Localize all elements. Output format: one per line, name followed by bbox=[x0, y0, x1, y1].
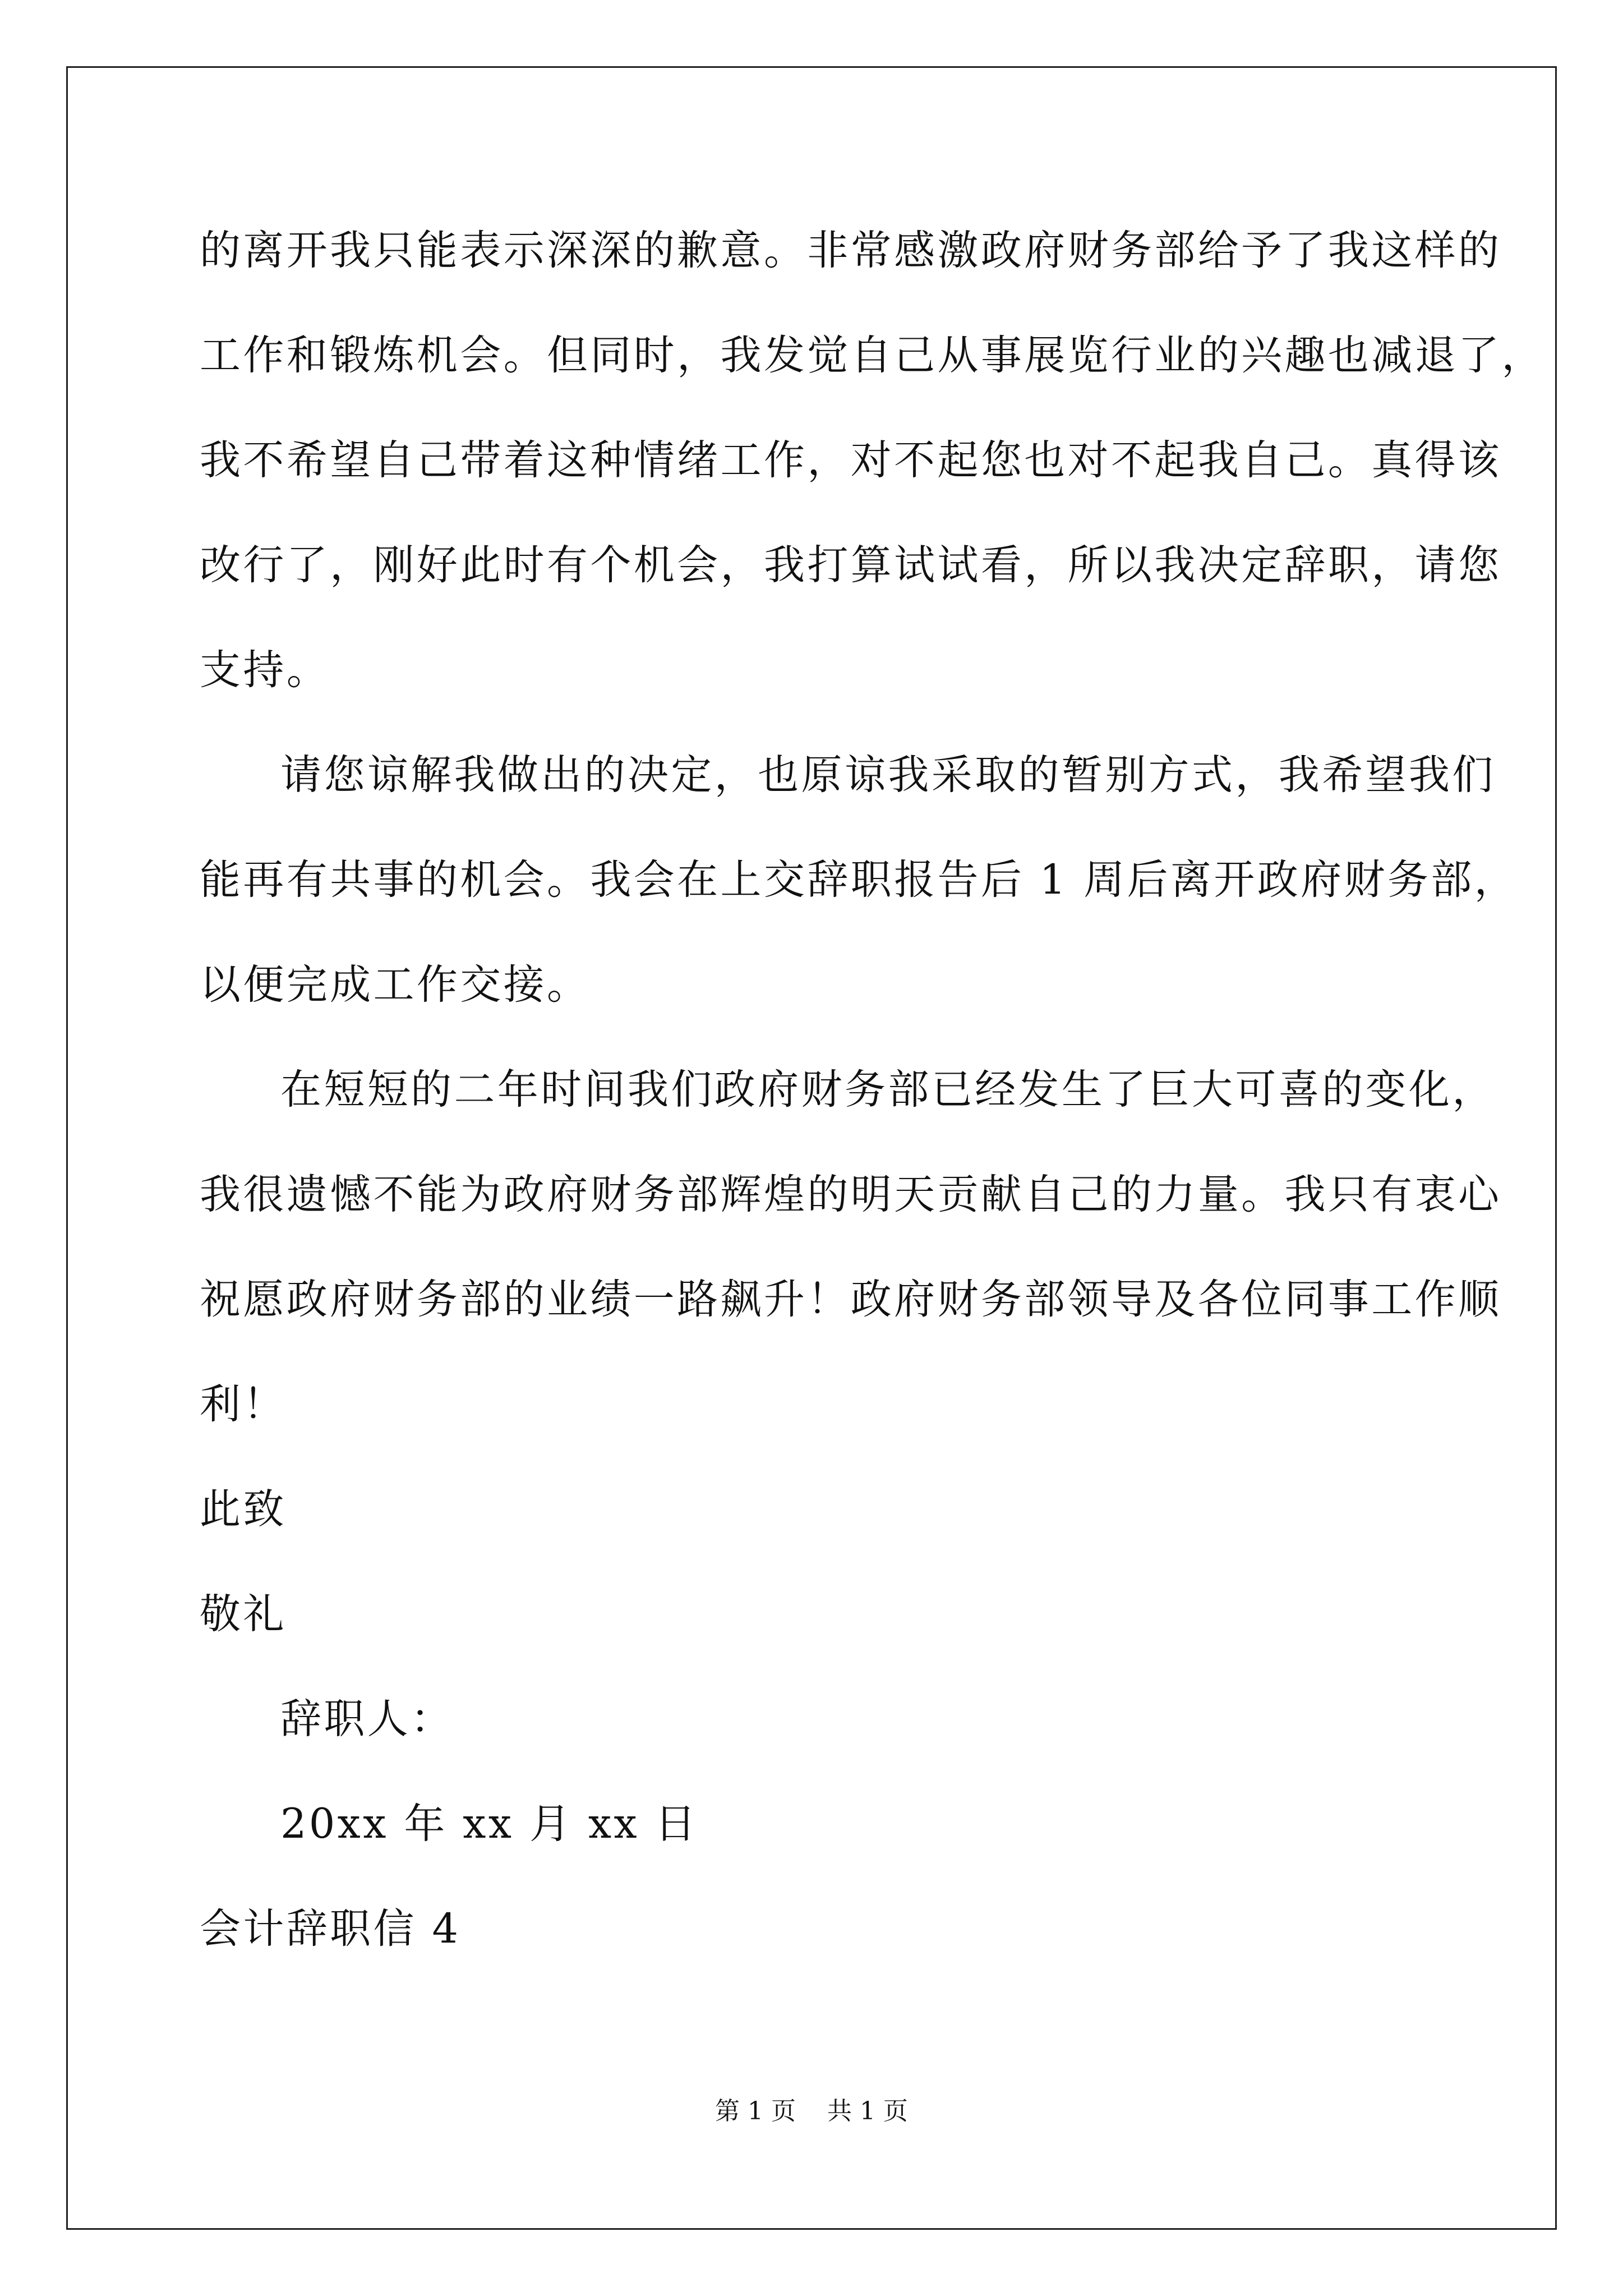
closing-regards: 敬礼 bbox=[200, 1590, 287, 1638]
page-footer: 第 1 页 共 1 页 bbox=[715, 2097, 908, 2125]
body-line-1: 的离开我只能表示深深的歉意。非常感激政府财务部给予了我这样的 bbox=[200, 227, 1502, 274]
closing-salutation: 此致 bbox=[200, 1485, 287, 1533]
body-line-10: 我很遗憾不能为政府财务部辉煌的明天贡献自己的力量。我只有衷心 bbox=[200, 1171, 1502, 1218]
signature-date: 20xx 年 xx 月 xx 日 bbox=[280, 1800, 699, 1848]
body-line-11: 祝愿政府财务部的业绩一路飙升！政府财务部领导及各位同事工作顺 bbox=[200, 1276, 1502, 1323]
body-line-12: 利！ bbox=[200, 1381, 287, 1428]
body-line-9: 在短短的二年时间我们政府财务部已经发生了巨大可喜的变化， bbox=[280, 1066, 1496, 1114]
body-line-7: 能再有共事的机会。我会在上交辞职报告后 1 周后离开政府财务部， bbox=[200, 856, 1518, 904]
next-section-title: 会计辞职信 4 bbox=[200, 1905, 461, 1953]
body-line-6: 请您谅解我做出的决定，也原谅我采取的暂别方式，我希望我们 bbox=[280, 751, 1496, 799]
body-line-8: 以便完成工作交接。 bbox=[200, 961, 591, 1009]
signature-label: 辞职人： bbox=[280, 1695, 454, 1743]
body-line-5: 支持。 bbox=[200, 646, 330, 694]
body-line-4: 改行了，刚好此时有个机会，我打算试试看，所以我决定辞职，请您 bbox=[200, 541, 1502, 589]
body-line-3: 我不希望自己带着这种情绪工作，对不起您也对不起我自己。真得该 bbox=[200, 436, 1502, 484]
body-line-2: 工作和锻炼机会。但同时，我发觉自己从事展览行业的兴趣也减退了， bbox=[200, 332, 1545, 379]
